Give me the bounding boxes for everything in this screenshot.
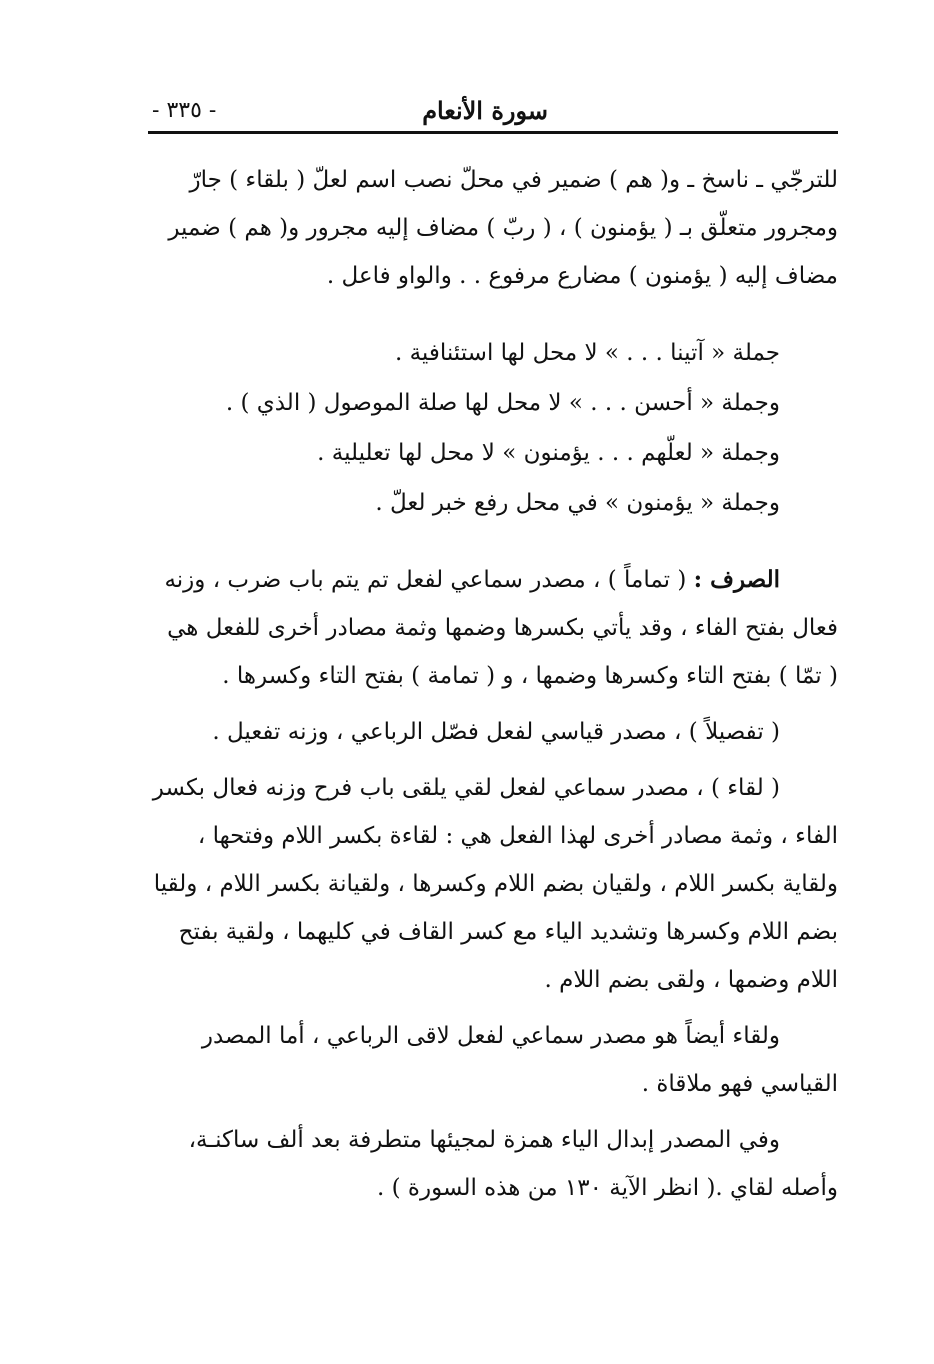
- parsing-paragraph: [150, 156, 838, 300]
- page-number: - ٣٣٥ -: [152, 98, 217, 123]
- text-line: مضاف إليه ( يؤمنون ) مضارع مرفوع . . والواو فاعل .: [326, 263, 838, 289]
- page-header: [148, 92, 838, 130]
- sentence-item: وجملة « أحسن . . . » لا محل لها صلة الموصول ( الذي ) .: [225, 390, 780, 416]
- surah-title: سورة الأنعام: [422, 96, 548, 125]
- text-line: [150, 556, 838, 604]
- text-line: ( لقاء ) ، مصدر سماعي لفعل لقي يلقى باب فرح وزنه فعال بكسر: [152, 775, 780, 801]
- text-line: بضم اللام وكسرها وتشديد الياء مع كسر القاف في كليهما ، ولقية بفتح: [178, 919, 838, 945]
- text-line: فعال بفتح الفاء ، وقد يأتي بكسرها وضمها وثمة مصادر أخرى للفعل هي: [167, 615, 838, 641]
- liqa-paragraph: [150, 764, 838, 1004]
- tafsil-paragraph: ( تفصيلاً ) ، مصدر قياسي لفعل فصّل الرباعي ، وزنه تفعيل .: [212, 719, 780, 745]
- sentence-list: [150, 328, 838, 528]
- sarf-first-text: ( تماماً ) ، مصدر سماعي لفعل تم يتم باب ضرب ، وزنه: [164, 567, 687, 593]
- text-line: وفي المصدر إبدال الياء همزة لمجيئها متطرفة بعد ألف ساكنـة،: [188, 1127, 780, 1153]
- text-line: للترجّي ـ ناسخ ـ و( هم ) ضمير في محلّ نصب اسم لعلّ ( بلقاء ) جارّ: [189, 167, 838, 193]
- sentence-item: وجملة « لعلّهم . . . يؤمنون » لا محل لها تعليلية .: [317, 440, 780, 466]
- header-rule: [148, 131, 838, 134]
- text-line: ( تمّا ) بفتح التاء وكسرها وضمها ، و ( تمامة ) بفتح التاء وكسرها .: [222, 663, 838, 689]
- sarf-label: الصرف :: [693, 566, 780, 593]
- ibdal-paragraph: [150, 1116, 838, 1212]
- sentence-item: وجملة « يؤمنون » في محل رفع خبر لعلّ .: [375, 490, 780, 516]
- liqa2-paragraph: [150, 1012, 838, 1108]
- text-line: القياسي فهو ملاقاة .: [641, 1071, 838, 1097]
- text-line: وأصله لقاي .( انظر الآية ١٣٠ من هذه السورة ) .: [377, 1175, 838, 1201]
- text-line: ولقاية بكسر اللام ، ولقيان بضم اللام وكسرها ، ولقيانة بكسر اللام ، ولقيا: [153, 871, 838, 897]
- sentence-item: جملة « آتينا . . . » لا محل لها استئنافية .: [394, 340, 780, 366]
- text-line: ولقاء أيضاً هو مصدر سماعي لفعل لاقى الرباعي ، أما المصدر: [201, 1023, 780, 1049]
- text-line: اللام وضمها ، ولقى بضم اللام .: [544, 967, 838, 993]
- text-line: الفاء ، وثمة مصادر أخرى لهذا الفعل هي : لقاءة بكسر اللام وفتحها ،: [197, 823, 838, 849]
- page-body: [150, 156, 838, 1212]
- sarf-section: [150, 556, 838, 700]
- text-line: ومجرور متعلّق بـ ( يؤمنون ) ، ( ربّ ) مضاف إليه مجرور و( هم ) ضمير: [168, 215, 838, 241]
